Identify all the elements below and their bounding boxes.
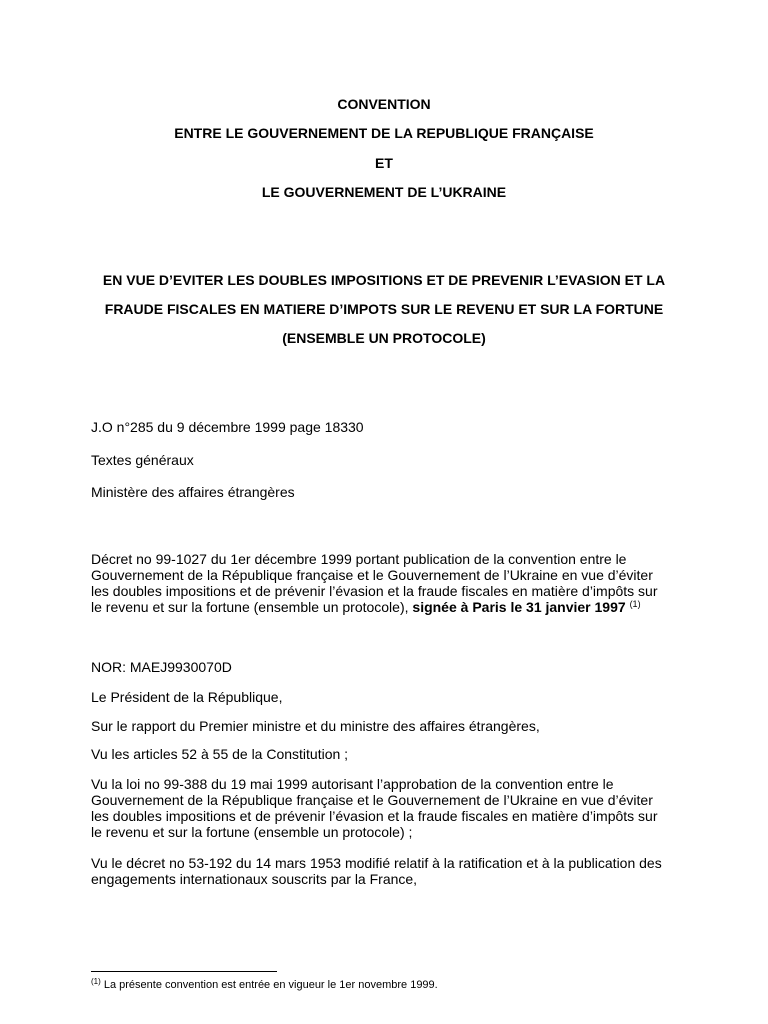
title-ukraine: LE GOUVERNEMENT DE L’UKRAINE: [261, 184, 507, 200]
subtitle-line-3: (ENSEMBLE UN PROTOCOLE): [282, 330, 486, 346]
decree-paragraph: [91, 551, 691, 615]
category-label: Textes généraux: [91, 452, 194, 468]
footnote: [91, 979, 438, 992]
decret-53-paragraph: [91, 855, 691, 887]
decree-line-last: [91, 599, 691, 615]
journal-officiel-ref: J.O n°285 du 9 décembre 1999 page 18330: [91, 419, 364, 435]
title-convention: CONVENTION: [337, 96, 431, 112]
decret-53-line: engagements internationaux souscrits par la France,: [91, 871, 418, 887]
loi-line: le revenu et sur la fortune (ensemble un protocole) ;: [91, 824, 413, 840]
loi-line: les doubles impositions et de prévenir l’évasion et la fraude fiscales en matière d’impôts sur: [91, 808, 658, 824]
president-line: Le Président de la République,: [91, 689, 283, 705]
decree-line: les doubles impositions et de prévenir l’évasion et la fraude fiscales en matière d’impôts sur: [91, 583, 658, 599]
articles-line: Vu les articles 52 à 55 de la Constitution ;: [91, 746, 349, 762]
footnote-divider: [91, 971, 277, 972]
footnote-marker: (1): [91, 977, 101, 986]
footnote-reference: (1): [629, 599, 641, 609]
rapport-line: Sur le rapport du Premier ministre et du ministre des affaires étrangères,: [91, 718, 540, 734]
decree-line: Décret no 99-1027 du 1er décembre 1999 portant publication de la convention entre le: [91, 551, 627, 567]
title-et: ET: [375, 155, 393, 171]
subtitle-line-2: FRAUDE FISCALES EN MATIERE D’IMPOTS SUR LE REVENU ET SUR LA FORTUNE: [104, 301, 664, 317]
decree-line-text: le revenu et sur la fortune (ensemble un protocole),: [91, 599, 413, 615]
signature-date: signée à Paris le 31 janvier 1997: [412, 599, 626, 615]
nor-reference: NOR: MAEJ9930070D: [91, 659, 232, 675]
decree-line: Gouvernement de la République française et le Gouvernement de l’Ukraine en vue d’éviter: [91, 567, 653, 583]
title-republique: ENTRE LE GOUVERNEMENT DE LA REPUBLIQUE FRANÇAISE: [174, 125, 594, 141]
loi-line: Gouvernement de la République française et le Gouvernement de l’Ukraine en vue d’éviter: [91, 792, 653, 808]
subtitle-line-1: EN VUE D’EVITER LES DOUBLES IMPOSITIONS ET DE PREVENIR L’EVASION ET LA: [102, 272, 666, 288]
decret-53-line: Vu le décret no 53-192 du 14 mars 1953 modifié relatif à la ratification et à la publication des: [91, 855, 662, 871]
ministry-label: Ministère des affaires étrangères: [91, 484, 295, 500]
footnote-text: La présente convention est entrée en vigueur le 1er novembre 1999.: [100, 979, 438, 991]
loi-line: Vu la loi no 99-388 du 19 mai 1999 autorisant l’approbation de la convention entre le: [91, 776, 614, 792]
loi-paragraph: [91, 776, 691, 840]
